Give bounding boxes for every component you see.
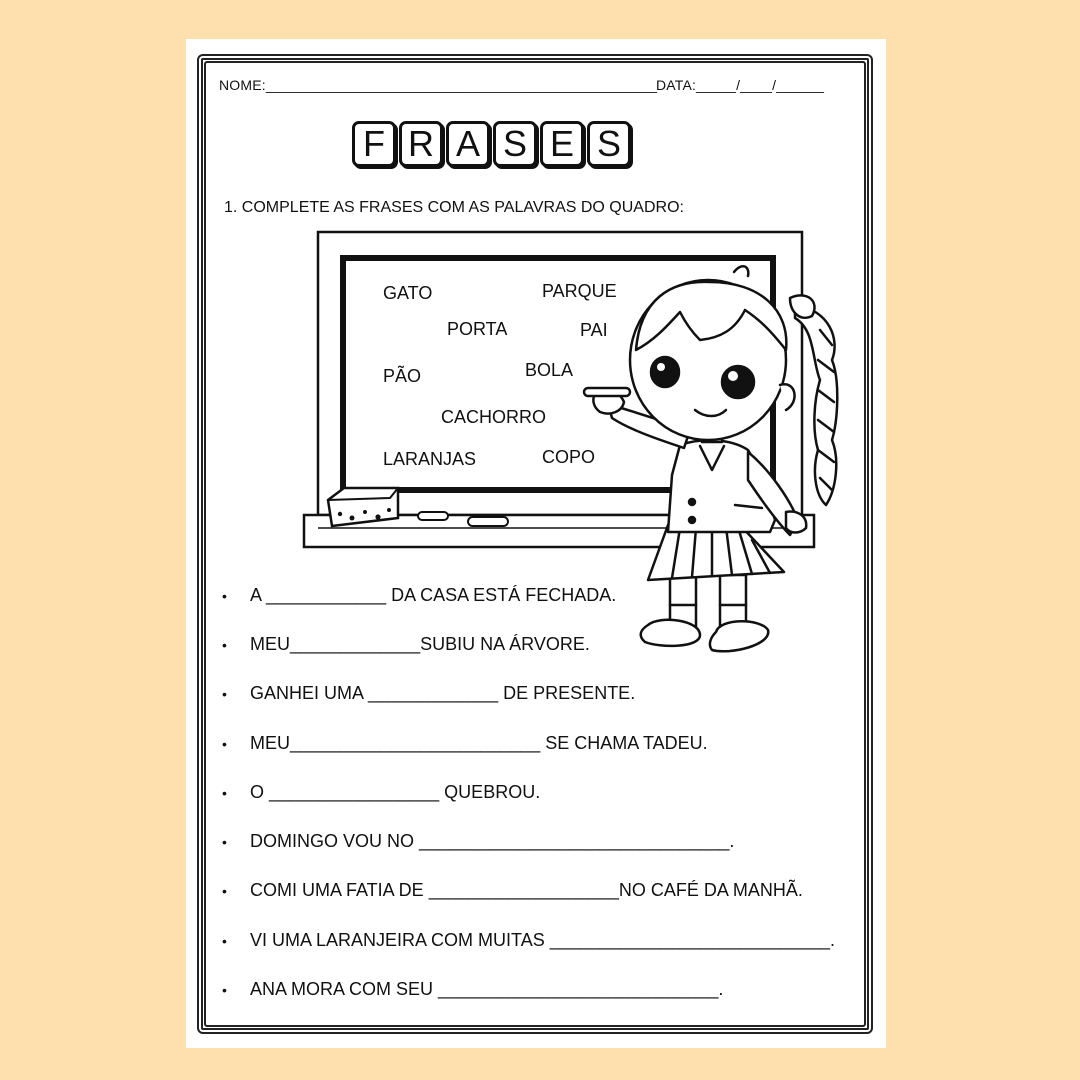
board-word: COPO [542, 447, 596, 467]
board-word: PORTA [447, 319, 508, 339]
board-word: LARANJAS [383, 449, 477, 469]
sentence-item: MEU_________________________ SE CHAMA TADEU. [250, 733, 708, 753]
bullet: • [222, 637, 227, 653]
sentence-item: VI UMA LARANJEIRA COM MUITAS ____________________________. [250, 930, 836, 950]
name-field-label: NOME:_________________________________________________ [219, 77, 658, 93]
title-letter: E [540, 121, 584, 167]
sentence-item: ANA MORA COM SEU ____________________________. [250, 979, 724, 999]
bullet: • [222, 785, 227, 801]
bullet: • [222, 686, 227, 702]
title-letter: S [493, 121, 537, 167]
sentence-item: DOMINGO VOU NO _______________________________. [250, 831, 735, 851]
title-letter: S [587, 121, 631, 167]
sentence-item: MEU_____________SUBIU NA ÁRVORE. [250, 634, 590, 654]
bullet: • [222, 834, 227, 850]
bullet: • [222, 736, 227, 752]
sentence-item: O _________________ QUEBROU. [250, 782, 541, 802]
sentence-item: A ____________ DA CASA ESTÁ FECHADA. [250, 585, 617, 605]
bullet: • [222, 982, 227, 998]
sentence-item: GANHEI UMA _____________ DE PRESENTE. [250, 683, 636, 703]
board-word: GATO [383, 283, 433, 303]
instruction-text: 1. COMPLETE AS FRASES COM AS PALAVRAS DO QUADRO: [224, 199, 684, 216]
board-word: PAI [580, 320, 608, 340]
sentence-item: COMI UMA FATIA DE ___________________NO CAFÉ DA MANHÃ. [250, 880, 803, 900]
board-word: PÃO [383, 366, 422, 386]
title-letter: R [399, 121, 443, 167]
eraser-icon [328, 488, 398, 526]
board-word: PARQUE [542, 281, 617, 301]
title-letter: A [446, 121, 490, 167]
board-word: CACHORRO [441, 407, 547, 427]
bullet: • [222, 588, 227, 604]
board-word: BOLA [525, 360, 574, 380]
date-field-label: DATA:_____/____/______ [656, 77, 825, 93]
title-letter: F [352, 121, 396, 167]
bullet: • [222, 933, 227, 949]
bullet: • [222, 883, 227, 899]
